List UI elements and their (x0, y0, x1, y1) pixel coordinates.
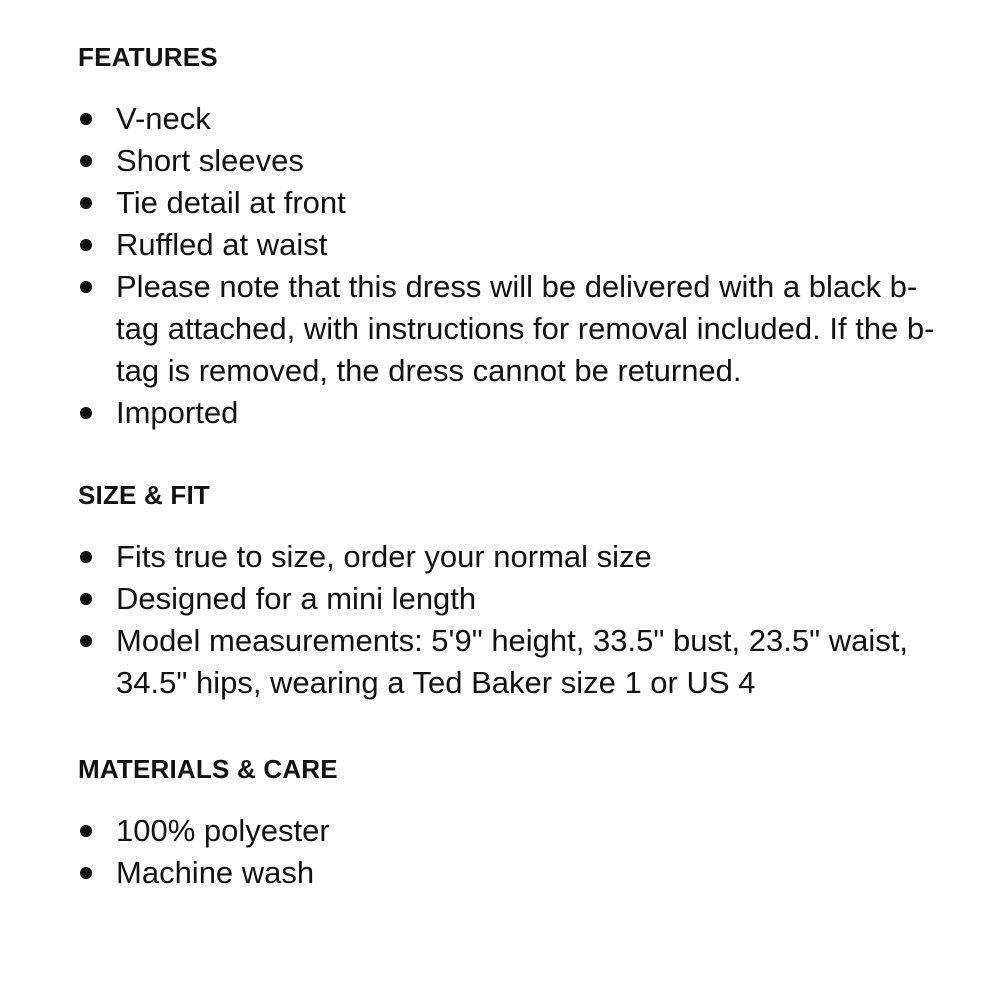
list-item (78, 810, 940, 852)
list-item-text: Tie detail at front (116, 185, 346, 220)
list-item (78, 536, 940, 578)
materials-care-list (78, 810, 940, 894)
bullet-icon (80, 197, 92, 209)
list-item (78, 620, 940, 704)
materials-care-section (78, 752, 940, 894)
bullet-icon (80, 867, 92, 879)
list-item-text: Designed for a mini length (116, 581, 477, 616)
list-item-text: Please note that this dress will be delivered with a black b-tag attached, with instructions for removal included. If the b-tag is removed, the dress cannot be returned. (116, 269, 935, 388)
list-item (78, 140, 940, 182)
bullet-icon (80, 281, 92, 293)
materials-care-heading: MATERIALS & CARE (78, 754, 338, 784)
features-list (78, 98, 940, 434)
list-item-text: Machine wash (116, 855, 315, 890)
list-item (78, 266, 940, 392)
list-item-text: 100% polyester (116, 813, 330, 848)
list-item-text: V-neck (116, 101, 211, 136)
list-item (78, 224, 940, 266)
list-item (78, 852, 940, 894)
bullet-icon (80, 635, 92, 647)
list-item-text: Model measurements: 5'9" height, 33.5" bust, 23.5" waist, 34.5" hips, wearing a Ted Baker size 1 or US 4 (116, 623, 908, 700)
features-section (78, 40, 940, 434)
bullet-icon (80, 239, 92, 251)
bullet-icon (80, 407, 92, 419)
features-heading: FEATURES (78, 42, 218, 72)
list-item-text: Fits true to size, order your normal size (116, 539, 652, 574)
list-item (78, 98, 940, 140)
size-fit-list (78, 536, 940, 704)
size-fit-section (78, 478, 940, 704)
list-item (78, 182, 940, 224)
bullet-icon (80, 113, 92, 125)
bullet-icon (80, 593, 92, 605)
list-item-text: Ruffled at waist (116, 227, 328, 262)
list-item-text: Short sleeves (116, 143, 304, 178)
list-item (78, 578, 940, 620)
bullet-icon (80, 825, 92, 837)
list-item (78, 392, 940, 434)
bullet-icon (80, 155, 92, 167)
size-fit-heading: SIZE & FIT (78, 480, 210, 510)
bullet-icon (80, 551, 92, 563)
list-item-text: Imported (116, 395, 239, 430)
